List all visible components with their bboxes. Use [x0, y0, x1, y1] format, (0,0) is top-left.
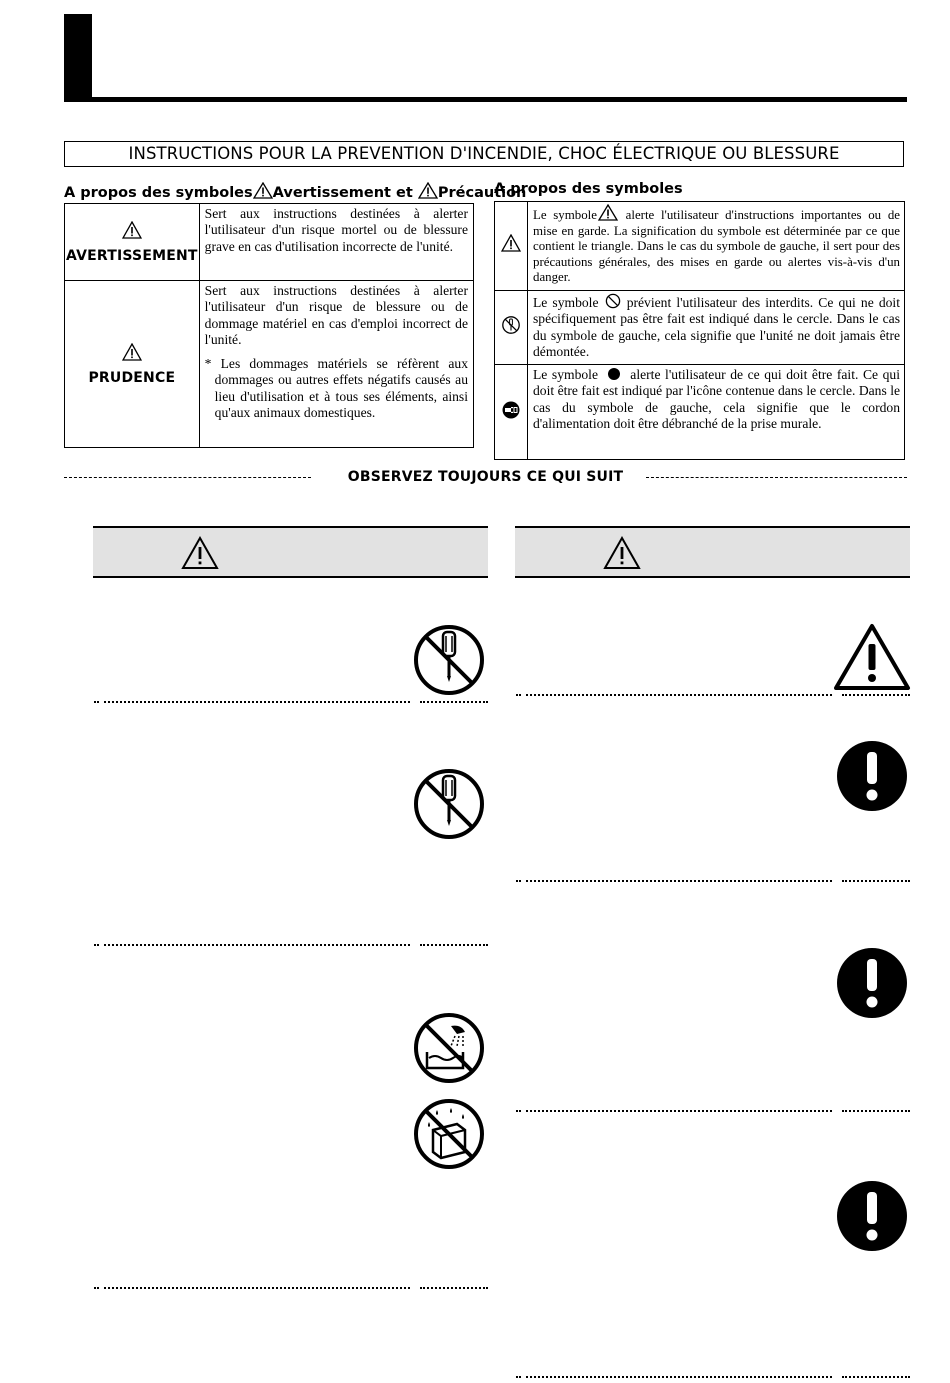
caution-label: PRUDENCE: [88, 369, 176, 386]
symbol-text-before: Le symbole: [533, 367, 598, 383]
symbol-text-after: prévient l'utilisateur des interdits. Ce qui ne doit spécifiquement pas être fait est indiqué dans le cercle. Dans le cas du symbole de gauche, cela signifie que l'unité ne doit jamais être démontée.: [533, 294, 900, 359]
caution-description-cell: [199, 281, 473, 448]
dotted-divider: [516, 1110, 911, 1113]
symbol-text-after: alerte l'utilisateur d'instructions importantes ou de mise en garde. La signification du symbole est déterminée par ce que contient le triangle. Dans le cas du symbole de gauche, il sert pour des précautions générales, des mises en garde ou alertes vis-à-vis d'un danger.: [533, 208, 900, 285]
observe-heading-row: [64, 468, 907, 488]
symbol-icon-cell: [495, 290, 528, 364]
dotted-divider: [94, 701, 489, 704]
symbol-icon-cell: [495, 365, 528, 460]
prohibit-symbol-description: [528, 290, 905, 364]
mandatory-dot-icon: [836, 740, 908, 812]
caution-description: Sert aux instructions destinées à alerter l'utilisateur d'un risque de blessure ou de dommage matériel en cas d'emploi incorrect de l'unité.: [204, 283, 468, 347]
page-corner-block: [64, 14, 92, 102]
warning-triangle-icon: [418, 182, 438, 199]
mandatory-dot-icon: [836, 947, 908, 1019]
caution-label-cell: [65, 281, 200, 448]
prohibition-circle-icon: [604, 293, 622, 309]
warning-triangle-icon: [181, 536, 219, 570]
caution-column-header: [515, 526, 910, 578]
table-row: [65, 204, 474, 281]
dotted-divider: [94, 1287, 489, 1290]
main-title: INSTRUCTIONS POUR LA PREVENTION D'INCENDIE, CHOC ÉLECTRIQUE OU BLESSURE: [64, 141, 904, 167]
warning-column-header: [93, 526, 488, 578]
left-section-heading: [64, 182, 526, 201]
dotted-divider: [516, 694, 911, 697]
symbol-icon-cell: [495, 202, 528, 291]
dotted-divider: [516, 1376, 911, 1379]
table-row: [495, 202, 905, 291]
mandatory-dot-icon: [836, 1180, 908, 1252]
table-row: [65, 281, 474, 448]
left-heading-part3: Précaution: [437, 185, 527, 201]
symbols-table: [494, 201, 905, 460]
warning-label-cell: [65, 204, 200, 281]
symbol-text-after: alerte l'utilisateur de ce qui doit être fait. Ce qui doit être fait est indiqué par l'icône contenue dans le cercle. Dans le cas du symbole de gauche, cela signifie que le cordon d'alimentation doit être débranché de la prise murale.: [533, 367, 901, 432]
mandatory-symbol-description: [528, 365, 905, 460]
warning-triangle-icon: [501, 234, 521, 252]
warning-triangle-icon: [833, 622, 911, 692]
warning-label: AVERTISSEMENT: [66, 247, 198, 264]
warning-triangle-icon: [603, 536, 641, 570]
no-water-icon: [413, 1098, 485, 1170]
no-disassembly-icon: [501, 315, 521, 335]
table-row: [495, 365, 905, 460]
header-rule: [64, 97, 907, 102]
mandatory-dot-icon: [607, 367, 621, 381]
table-row: [495, 290, 905, 364]
warning-triangle-icon: [122, 221, 142, 239]
dotted-divider: [516, 880, 911, 883]
warning-triangle-icon: [253, 182, 273, 199]
right-section-heading: A propos des symboles: [494, 181, 683, 197]
warning-caution-table: [64, 203, 474, 448]
left-heading-part1: A propos des symboles: [64, 185, 253, 201]
dashed-divider: [646, 477, 907, 478]
warning-symbol-description: [528, 202, 905, 291]
caution-note: * Les dommages matériels se réfèrent aux dommages ou autres effets négatifs causés au lieu d'utilisation et à tous ses éléments, ainsi qu'aux animaux domestiques.: [204, 356, 468, 421]
warning-triangle-icon: [122, 343, 142, 361]
warning-description: Sert aux instructions destinées à alerter l'utilisateur d'un risque mortel ou de blessure grave en cas d'utilisation incorrecte de l'unité.: [199, 204, 473, 281]
observe-heading: OBSERVEZ TOUJOURS CE QUI SUIT: [347, 469, 624, 485]
left-heading-part2: Avertissement et: [272, 185, 413, 201]
no-disassembly-icon: [413, 624, 485, 696]
warning-triangle-icon: [597, 204, 619, 221]
unplug-icon: [501, 400, 521, 420]
no-water-icon: [413, 1012, 485, 1084]
no-disassembly-icon: [413, 768, 485, 840]
symbol-text-before: Le symbole: [533, 294, 599, 310]
symbol-text-before: Le symbole: [533, 208, 597, 222]
dotted-divider: [94, 944, 489, 947]
